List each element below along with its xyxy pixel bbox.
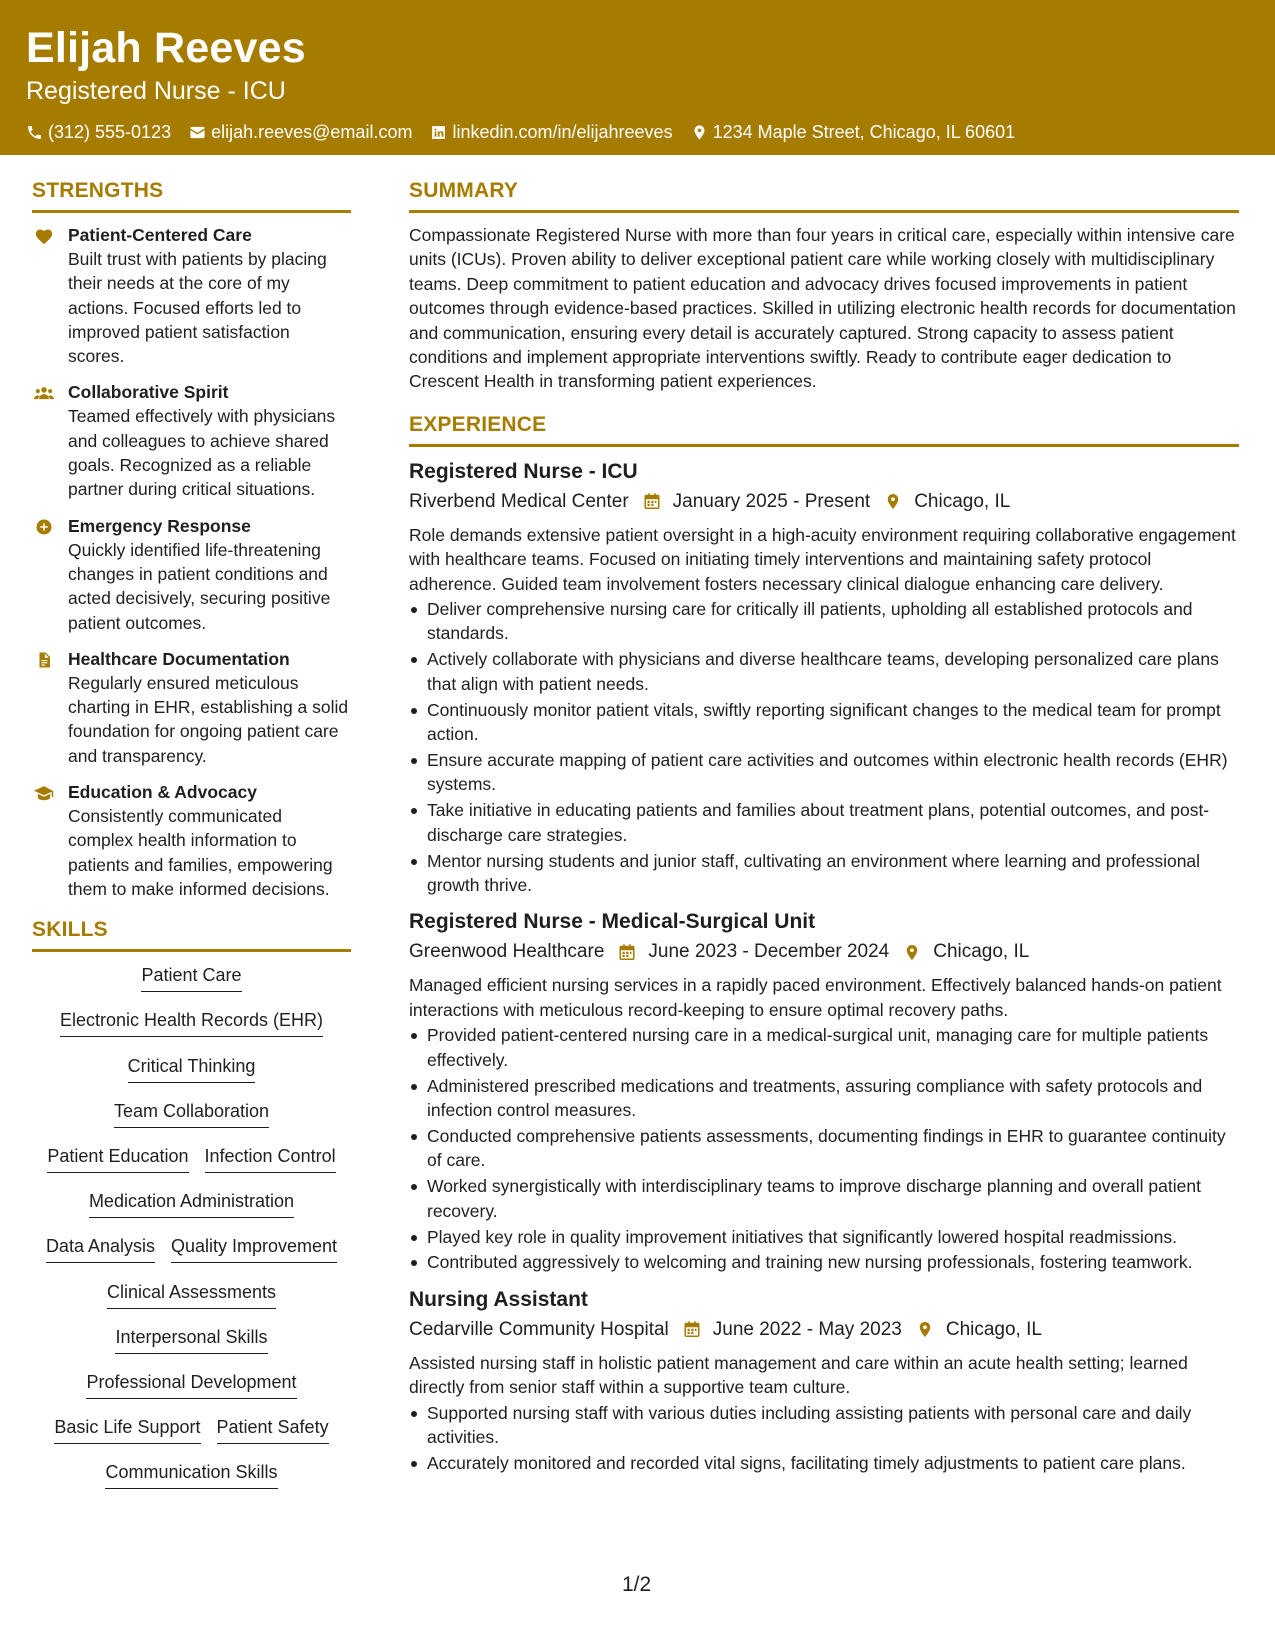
skill-tag: Basic Life Support: [54, 1414, 200, 1444]
list-item: Conducted comprehensive patients assessments, documenting findings in EHR to guarantee continuity of care.: [409, 1124, 1239, 1173]
skill-tag: Infection Control: [205, 1143, 336, 1173]
strength-item: [32, 780, 351, 901]
candidate-title: Registered Nurse - ICU: [26, 77, 286, 105]
contact-phone-text: (312) 555-0123: [48, 122, 172, 142]
calendar-icon: [643, 492, 661, 511]
strength-title: Patient-Centered Care: [68, 225, 252, 245]
page-number: 1/2: [622, 1573, 652, 1596]
job-bullets: [409, 597, 1239, 897]
job-location: Chicago, IL: [945, 1318, 1042, 1340]
users-icon: [34, 384, 54, 402]
job-title: Registered Nurse - Medical-Surgical Unit: [409, 910, 816, 934]
skill-tag: Electronic Health Records (EHR): [60, 1007, 323, 1037]
job-description: Assisted nursing staff in holistic patient management and care within an acute health setting; learned directly from senior staff within a supportive team culture.: [409, 1352, 1188, 1398]
list-item: Worked synergistically with interdisciplinary teams to improve discharge planning and overall patient recovery.: [409, 1174, 1239, 1223]
job-location: Chicago, IL: [933, 941, 1030, 963]
skill-tag: Patient Safety: [217, 1414, 329, 1444]
skill-tag: Interpersonal Skills: [115, 1324, 267, 1354]
list-item: Provided patient-centered nursing care in a medical-surgical unit, managing care for multiple patients effectively.: [409, 1023, 1239, 1072]
contact-linkedin-text: linkedin.com/in/elijahreeves: [452, 122, 673, 142]
list-item: Take initiative in educating patients and families about treatment plans, potential outcomes, and post-discharge care strategies.: [409, 798, 1239, 847]
strength-item: [32, 647, 351, 768]
strength-item: [32, 223, 351, 368]
skill-tag: Medication Administration: [89, 1188, 294, 1218]
list-item: Ensure accurate mapping of patient care activities and outcomes within electronic health records (EHR) systems.: [409, 748, 1239, 797]
map-pin-icon: [691, 124, 708, 141]
strength-description: Teamed effectively with physicians and colleagues to achieve shared goals. Recognized as a reliable partner during critical situations.: [68, 406, 336, 500]
strength-item: [32, 514, 351, 635]
skill-tag: Critical Thinking: [128, 1053, 256, 1083]
document-icon: [34, 651, 54, 669]
heart-icon: [34, 227, 54, 245]
resume-header: [0, 0, 1275, 155]
map-pin-icon: [903, 943, 921, 962]
job-title: Nursing Assistant: [409, 1287, 588, 1311]
job-entry: [409, 457, 1239, 898]
job-dates: January 2025 - Present: [672, 490, 871, 512]
summary-text: Compassionate Registered Nurse with more than four years in critical care, especially within intensive care units (ICUs). Proven ability to deliver exceptional patient care while working closely with multidisciplinary teams. Deep commitment to patient education and advocacy drives focused improvements in patient outcomes through evidence-based practices. Skilled in utilizing electronic health records for documentation and communication, ensuring every detail is accurately captured. Strong capacity to assess patient conditions and implement appropriate interventions swiftly. Ready to contribute eager dedication to Crescent Health in transforming patient experiences.: [409, 225, 1236, 392]
strength-title: Education & Advocacy: [68, 782, 257, 803]
strength-description: Consistently communicated complex health information to patients and families, empowering them to make informed decisions.: [68, 806, 333, 899]
strength-title: Healthcare Documentation: [68, 648, 290, 669]
summary-heading: SUMMARY: [409, 176, 1239, 213]
candidate-name: Elijah Reeves: [26, 24, 306, 72]
list-item: Continuously monitor patient vitals, swiftly reporting significant changes to the medical team for prompt action.: [409, 698, 1239, 747]
strength-item: [32, 380, 351, 501]
strength-title: Emergency Response: [68, 515, 251, 536]
list-item: Played key role in quality improvement initiatives that significantly lowered hospital readmissions.: [409, 1225, 1239, 1249]
phone-icon: [26, 124, 43, 141]
calendar-icon: [683, 1320, 701, 1339]
job-dates: June 2022 - May 2023: [712, 1318, 902, 1340]
skill-tag: Communication Skills: [105, 1459, 277, 1489]
job-meta: [409, 487, 1239, 517]
list-item: Deliver comprehensive nursing care for critically ill patients, upholding all established protocols and standards.: [409, 597, 1239, 646]
contact-address: [691, 120, 1016, 144]
contact-bar: [26, 120, 1249, 144]
job-entry: [409, 907, 1239, 1274]
map-pin-icon: [916, 1320, 934, 1339]
skill-tag: Clinical Assessments: [107, 1279, 276, 1309]
experience-heading: EXPERIENCE: [409, 410, 1239, 447]
skill-tag: Data Analysis: [46, 1233, 155, 1263]
contact-address-text: 1234 Maple Street, Chicago, IL 60601: [712, 122, 1016, 142]
skill-tag: Quality Improvement: [171, 1233, 337, 1263]
skills-heading: SKILLS: [32, 915, 351, 952]
skill-tag: Professional Development: [86, 1369, 296, 1399]
job-title: Registered Nurse - ICU: [409, 459, 638, 483]
job-meta: [409, 937, 1239, 967]
list-item: Contributed aggressively to welcoming and training new nursing professionals, fostering teamwork.: [409, 1250, 1239, 1274]
job-entry: [409, 1285, 1239, 1476]
right-column: [409, 176, 1239, 1485]
strength-description: Regularly ensured meticulous charting in EHR, establishing a solid foundation for ongoing patient care and transparency.: [68, 672, 349, 766]
job-location: Chicago, IL: [914, 490, 1011, 512]
list-item: Actively collaborate with physicians and diverse healthcare teams, developing personalized care plans that align with patient needs.: [409, 647, 1239, 696]
job-description: Role demands extensive patient oversight in a high-acuity environment requiring collaborative engagement with healthcare teams. Focused on initiating timely interventions and maintaining safety protocol adherence. Guided team involvement fosters necessary clinical dialogue enhancing care delivery.: [409, 524, 1236, 594]
job-dates: June 2023 - December 2024: [648, 941, 890, 963]
list-item: Supported nursing staff with various duties including assisting patients with personal care and daily activities.: [409, 1401, 1239, 1450]
contact-linkedin[interactable]: [430, 120, 672, 144]
skills-list: [32, 962, 351, 1504]
list-item: Mentor nursing students and junior staff, cultivating an environment where learning and professional growth thrive.: [409, 849, 1239, 898]
envelope-icon: [189, 124, 206, 141]
graduation-cap-icon: [34, 784, 54, 802]
job-company: Riverbend Medical Center: [409, 490, 629, 512]
job-company: Cedarville Community Hospital: [409, 1318, 669, 1340]
strengths-heading: STRENGTHS: [32, 176, 351, 213]
skill-tag: Patient Education: [47, 1143, 188, 1173]
strength-description: Quickly identified life-threatening changes in patient conditions and acted decisively, securing positive patient outcomes.: [68, 539, 331, 633]
list-item: Accurately monitored and recorded vital signs, facilitating timely adjustments to patient care plans.: [409, 1451, 1239, 1475]
strength-title: Collaborative Spirit: [68, 382, 229, 403]
left-column: [32, 176, 351, 1504]
job-company: Greenwood Healthcare: [409, 941, 605, 963]
contact-email-text: elijah.reeves@email.com: [211, 122, 413, 142]
job-bullets: [409, 1023, 1239, 1275]
linkedin-icon: [430, 124, 447, 141]
contact-phone[interactable]: [26, 120, 171, 144]
job-meta: [409, 1315, 1239, 1345]
skill-tag: Patient Care: [141, 962, 241, 992]
contact-email[interactable]: [189, 120, 412, 144]
strength-description: Built trust with patients by placing their needs at the core of my actions. Focused efforts led to improved patient satisfaction scores.: [68, 249, 327, 367]
map-pin-icon: [884, 492, 902, 511]
job-description: Managed efficient nursing services in a rapidly paced environment. Effectively balanced hands-on patient interactions with meticulous record-keeping to ensure optimal recovery paths.: [409, 975, 1222, 1020]
job-bullets: [409, 1401, 1239, 1476]
skill-tag: Team Collaboration: [114, 1098, 269, 1128]
list-item: Administered prescribed medications and treatments, assuring compliance with safety protocols and infection control measures.: [409, 1074, 1239, 1123]
plus-circle-icon: [34, 518, 54, 536]
calendar-icon: [618, 943, 636, 962]
